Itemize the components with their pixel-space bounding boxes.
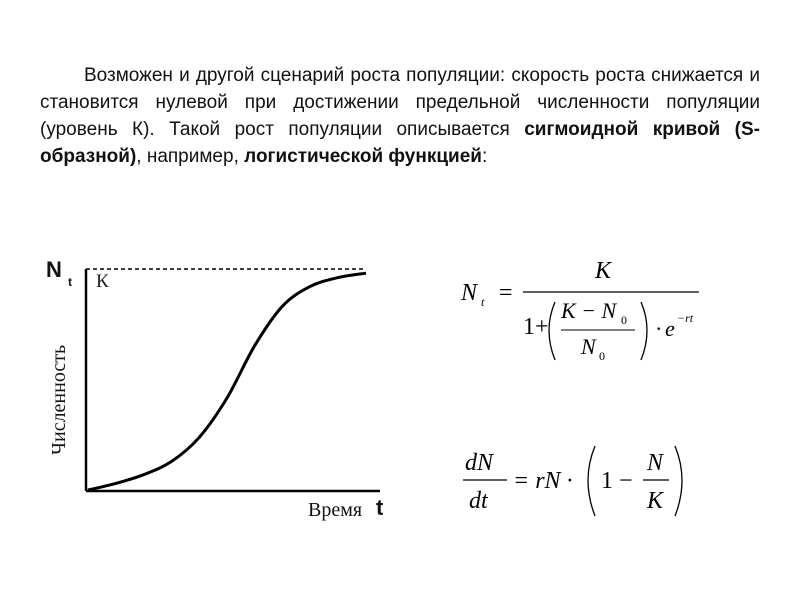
formula1-lhs-sub: t (481, 295, 485, 309)
formula1-dot: · (655, 316, 663, 341)
formula1-inner-numerator-sub: 0 (621, 313, 627, 327)
sigmoid-graph (40, 255, 400, 530)
formula1-inner-numerator: K − N (561, 298, 617, 323)
formula1-inner-denominator-sub: 0 (599, 349, 605, 363)
sigmoid-curve (88, 273, 366, 490)
formula2-right-paren (675, 446, 682, 516)
x-axis-symbol: t (376, 495, 384, 520)
y-axis-symbol: N (46, 257, 62, 282)
formula2-eq: = rN · (513, 468, 573, 494)
formula1-left-paren (549, 302, 555, 360)
formula2-frac-numerator: N (647, 450, 664, 476)
y-axis-subscript: t (68, 275, 72, 289)
formula2-d-denominator: dt (469, 488, 488, 514)
formula1-numerator: K (595, 258, 612, 284)
formula1-exp-base: e (665, 316, 675, 341)
formula2-frac-denominator: K (647, 488, 664, 514)
formula2-one-minus: 1 − (601, 468, 633, 494)
formula1-inner-denominator: N (581, 334, 596, 359)
differential-formula (455, 440, 715, 545)
description-paragraph (40, 62, 760, 170)
formula1-one-plus: 1+ (523, 314, 549, 340)
k-label: К (96, 271, 109, 292)
formula1-right-paren (641, 302, 647, 360)
paragraph-text-2: , например, (136, 146, 245, 167)
differential-formula-svg (455, 440, 715, 540)
paragraph-bold-logistic: логистической функцией (244, 146, 482, 167)
paragraph-bold-sigmoid: сигмоидной кривой (S-образной) (40, 119, 760, 167)
paragraph-text-3: : (481, 146, 488, 167)
paragraph-text-1: Возможен и другой сценарий роста популяции: скорость роста снижается и становится нулевой при достижении предельной численности популяции (уровень К). Такой рост популяции описывается (40, 65, 760, 140)
sigmoid-graph-svg (40, 255, 400, 530)
y-axis-label: Численность (48, 344, 70, 455)
formula2-left-paren (588, 446, 595, 516)
formula1-eq: = (499, 280, 513, 306)
x-axis-label: Время (308, 499, 363, 521)
formula1-exp-power: −rt (677, 311, 694, 325)
formula2-d-numerator: dN (465, 450, 494, 476)
logistic-formula (455, 252, 715, 377)
formula1-lhs: N (461, 280, 478, 306)
logistic-formula-svg (455, 252, 715, 372)
